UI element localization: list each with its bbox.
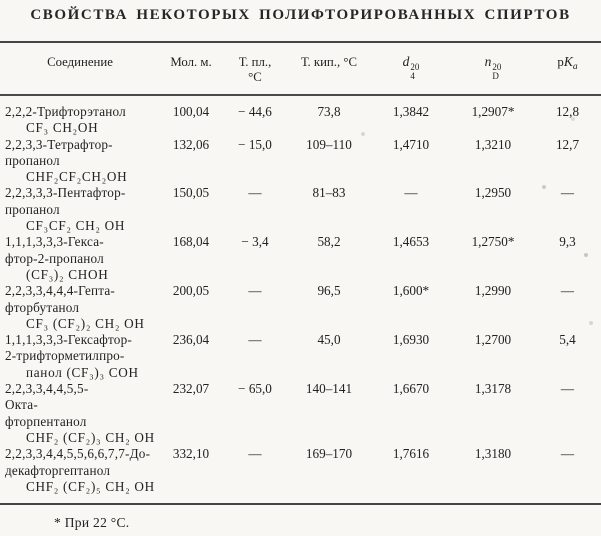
cell-mol-mass: 168,04 xyxy=(172,234,210,250)
column-header-compound-label: Соединение xyxy=(47,55,113,69)
cell-density: 1,7616 xyxy=(392,446,430,462)
column-header-melting-line1: Т. пл., xyxy=(238,55,272,69)
cell-density: 1,6930 xyxy=(392,332,430,348)
column-header-boiling-label: Т. кип., °С xyxy=(300,55,358,69)
cell-pka: — xyxy=(560,185,575,201)
cell-refractive-index: 1,2750* xyxy=(471,234,515,250)
cell-pka: — xyxy=(560,381,575,397)
cell-refractive-index: 1,2950 xyxy=(474,185,512,201)
compound-name-line: декафторгептанол xyxy=(5,462,111,478)
pka-p: p xyxy=(557,55,564,69)
cell-boiling-point: 58,2 xyxy=(317,234,341,250)
compound-name-line: 2,2,3,3,4,4,4-Гепта- xyxy=(5,283,116,299)
compound-formula-line: CHF₂ (CF₂)₃ CH₂ OH xyxy=(26,429,155,445)
cell-boiling-point: 45,0 xyxy=(317,332,341,348)
compound-cell xyxy=(0,446,160,495)
compound-formula-line: CHF₂ (CF₂)₅ CH₂ OH xyxy=(26,478,155,494)
column-header-mol-mass-label: Мол. м. xyxy=(170,55,212,69)
compound-name-line: фторпентанол xyxy=(5,413,87,429)
table-row xyxy=(0,381,601,446)
column-header-boiling-point xyxy=(288,43,370,95)
compound-name-line: 2,2,3,3,3-Пентафтор- xyxy=(5,185,126,201)
cell-melting-point: — xyxy=(248,332,262,348)
compound-formula-line: CF₃CF₂ CH₂ OH xyxy=(26,218,126,234)
cell-mol-mass: 132,06 xyxy=(172,136,210,152)
table-row xyxy=(0,446,601,495)
compound-name-line: пропанол xyxy=(5,152,60,168)
compound-name-line: фторбутанол xyxy=(5,299,80,315)
cell-pka: 5,4 xyxy=(559,332,576,348)
density-sub: 4 xyxy=(410,70,415,81)
column-header-melting-point xyxy=(222,43,288,95)
compound-name-line: 2-трифторметилпро- xyxy=(5,348,125,364)
cell-density: 1,4653 xyxy=(392,234,430,250)
table-row xyxy=(0,332,601,381)
cell-density: 1,3842 xyxy=(392,104,430,119)
compound-formula-line: (CF₃)₂ CHOH xyxy=(26,266,109,282)
cell-refractive-index: 1,2700 xyxy=(474,332,512,348)
compound-name-line: 1,1,1,3,3,3-Гекса- xyxy=(5,234,104,250)
cell-boiling-point: 109–110 xyxy=(306,136,352,152)
refraction-supsub xyxy=(492,63,501,80)
column-header-refractive-index xyxy=(452,43,534,95)
cell-pka: 12,8 xyxy=(555,104,580,119)
compound-name-line: 2,2,2-Трифторэтанол xyxy=(5,104,126,119)
refraction-sup: 20 xyxy=(492,62,502,72)
cell-refractive-index: 1,3180 xyxy=(474,446,512,462)
cell-melting-point: — xyxy=(248,283,262,299)
cell-mol-mass: 232,07 xyxy=(172,381,210,397)
compound-formula-line: CHF₂CF₂CH₂OH xyxy=(26,169,128,185)
compound-cell xyxy=(0,95,160,137)
page-title: СВОЙСТВА НЕКОТОРЫХ ПОЛИФТОРИРОВАННЫХ СПИРТОВ xyxy=(30,7,571,23)
compound-name-line: 2,2,3,3-Тетрафтор- xyxy=(5,136,113,152)
cell-melting-point: − 3,4 xyxy=(241,234,269,250)
cell-refractive-index: 1,2907* xyxy=(471,104,515,119)
table-row xyxy=(0,283,601,332)
table-body xyxy=(0,95,601,495)
cell-boiling-point: 96,5 xyxy=(317,283,341,299)
table-row xyxy=(0,234,601,283)
density-supsub xyxy=(410,63,419,80)
cell-refractive-index: 1,3210 xyxy=(474,136,512,152)
compound-name-line: пропанол xyxy=(5,201,60,217)
cell-melting-point: − 44,6 xyxy=(238,104,272,119)
table-header xyxy=(0,43,601,95)
cell-mol-mass: 332,10 xyxy=(172,446,210,462)
density-sup: 20 xyxy=(410,62,420,72)
compound-name-line: Окта- xyxy=(5,397,38,413)
cell-melting-point: — xyxy=(248,446,262,462)
cell-density: — xyxy=(404,185,418,201)
cell-melting-point: − 65,0 xyxy=(238,381,272,397)
cell-refractive-index: 1,3178 xyxy=(474,381,512,397)
pka-k: K xyxy=(563,54,573,69)
cell-refractive-index: 1,2990 xyxy=(474,283,512,299)
column-header-density xyxy=(370,43,452,95)
compound-cell xyxy=(0,381,160,446)
compound-cell xyxy=(0,332,160,381)
pka-sub: a xyxy=(572,62,578,72)
column-header-compound xyxy=(0,43,160,95)
compound-name-line: фтор-2-пропанол xyxy=(5,250,104,266)
cell-density: 1,6670 xyxy=(392,381,430,397)
column-header-pka xyxy=(534,43,601,95)
cell-density: 1,4710 xyxy=(392,136,430,152)
cell-boiling-point: 81–83 xyxy=(312,185,346,201)
column-header-mol-mass xyxy=(160,43,222,95)
compound-cell xyxy=(0,234,160,283)
header-row xyxy=(0,43,601,95)
cell-mol-mass: 150,05 xyxy=(172,185,210,201)
compound-cell xyxy=(0,185,160,234)
compound-formula-line: панол (CF₃)₃ COH xyxy=(26,364,139,380)
cell-pka: 12,7 xyxy=(555,136,580,152)
footnote: * При 22 °C. xyxy=(54,515,130,531)
compound-formula-line: CF₃ CH₂OH xyxy=(26,120,99,136)
cell-pka: — xyxy=(560,283,575,299)
bottom-rule xyxy=(0,503,601,505)
compound-cell xyxy=(0,283,160,332)
cell-pka: 9,3 xyxy=(559,234,576,250)
cell-boiling-point: 169–170 xyxy=(305,446,353,462)
compound-name-line: 2,2,3,3,4,4,5,5- xyxy=(5,381,89,397)
cell-mol-mass: 200,05 xyxy=(172,283,210,299)
cell-pka: — xyxy=(560,446,575,462)
compound-cell xyxy=(0,137,160,186)
refraction-sub: D xyxy=(492,70,499,81)
cell-mol-mass: 100,04 xyxy=(172,104,210,119)
cell-melting-point: — xyxy=(248,185,262,201)
cell-melting-point: − 15,0 xyxy=(238,136,272,152)
cell-density: 1,600* xyxy=(392,283,430,299)
refraction-symbol: n xyxy=(484,54,492,69)
compound-name-line: 2,2,3,3,4,4,5,5,6,6,7,7-До- xyxy=(5,446,151,462)
table-row xyxy=(0,185,601,234)
cell-boiling-point: 140–141 xyxy=(305,381,353,397)
column-header-melting-line2: °С xyxy=(248,69,262,84)
properties-table xyxy=(0,43,601,495)
compound-formula-line: CF₃ (CF₂)₂ CH₂ OH xyxy=(26,315,145,331)
table-row xyxy=(0,137,601,186)
density-symbol: d xyxy=(402,54,410,69)
compound-name-line: 1,1,1,3,3,3-Гексафтор- xyxy=(5,332,132,348)
table-row xyxy=(0,95,601,137)
cell-boiling-point: 73,8 xyxy=(317,104,341,119)
cell-mol-mass: 236,04 xyxy=(172,332,210,348)
